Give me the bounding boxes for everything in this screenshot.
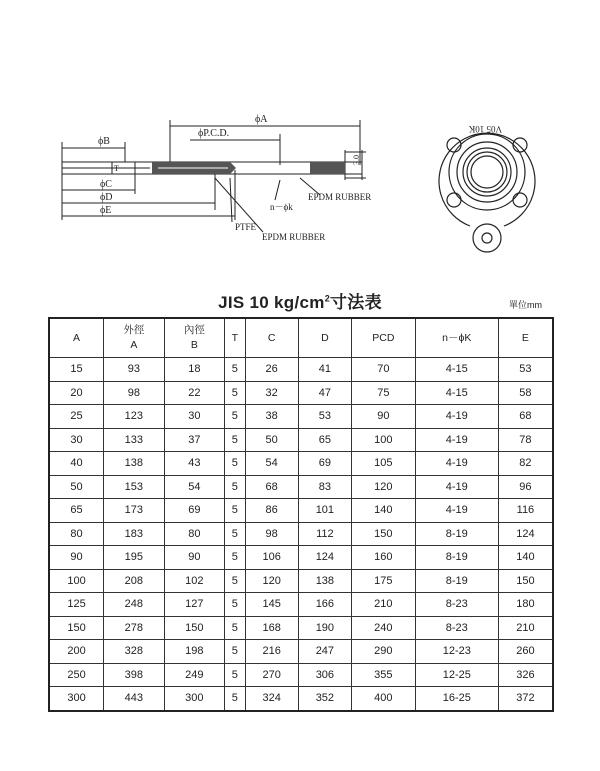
header-row: [49, 318, 553, 358]
label-t: T: [114, 164, 119, 173]
gasket-drawing: [0, 0, 600, 280]
table-cell: 20: [49, 381, 104, 405]
header-outer-diameter: 外徑 A: [104, 318, 165, 358]
table-cell: 5: [225, 405, 245, 429]
table-cell: 101: [298, 499, 351, 523]
table-cell: 41: [298, 358, 351, 382]
table-cell: 75: [351, 381, 415, 405]
table-cell: 54: [245, 452, 298, 476]
table-cell: 78: [498, 428, 553, 452]
table-cell: 216: [245, 640, 298, 664]
table-row: [49, 616, 553, 640]
table-cell: 260: [498, 640, 553, 664]
table-cell: 195: [104, 546, 165, 570]
table-cell: 30: [164, 405, 225, 429]
title-suffix: 寸法表: [330, 293, 382, 312]
table-cell: 116: [498, 499, 553, 523]
table-row: [49, 569, 553, 593]
table-cell: 306: [298, 663, 351, 687]
table-cell: 120: [245, 569, 298, 593]
table-row: [49, 640, 553, 664]
header-e: E: [498, 318, 553, 358]
label-phi-a: ϕA: [255, 114, 268, 125]
table-cell: 8-23: [415, 616, 498, 640]
table-cell: 83: [298, 475, 351, 499]
table-cell: 50: [49, 475, 104, 499]
table-cell: 8-19: [415, 546, 498, 570]
table-cell: 90: [49, 546, 104, 570]
table-cell: 98: [245, 522, 298, 546]
table-cell: 210: [498, 616, 553, 640]
label-phi-e: ϕE: [100, 205, 112, 216]
table-cell: 40: [49, 452, 104, 476]
table-cell: 150: [164, 616, 225, 640]
table-cell: 43: [164, 452, 225, 476]
table-cell: 5: [225, 428, 245, 452]
table-cell: 65: [298, 428, 351, 452]
table-cell: 127: [164, 593, 225, 617]
table-cell: 54: [164, 475, 225, 499]
table-row: [49, 428, 553, 452]
table-cell: 138: [298, 569, 351, 593]
table-cell: 5: [225, 546, 245, 570]
table-cell: 18: [164, 358, 225, 382]
table-cell: 82: [498, 452, 553, 476]
flange-stamp: V05 10K: [468, 124, 502, 134]
table-row: [49, 663, 553, 687]
table-cell: 400: [351, 687, 415, 711]
header-c: C: [245, 318, 298, 358]
table-cell: 25: [49, 405, 104, 429]
label-phi-pcd: ϕP.C.D.: [198, 128, 230, 139]
table-cell: 168: [245, 616, 298, 640]
table-cell: 86: [245, 499, 298, 523]
table-cell: 8-19: [415, 569, 498, 593]
title-main: JIS 10 kg/cm: [218, 293, 325, 312]
table-cell: 68: [498, 405, 553, 429]
table-cell: 200: [49, 640, 104, 664]
table-cell: 53: [498, 358, 553, 382]
table-cell: 4-19: [415, 452, 498, 476]
table-cell: 5: [225, 640, 245, 664]
table-cell: 138: [104, 452, 165, 476]
label-n-phi-k: n－ϕk: [270, 202, 293, 212]
table-cell: 65: [49, 499, 104, 523]
table-cell: 140: [498, 546, 553, 570]
label-phi-b: ϕB: [98, 136, 110, 147]
table-cell: 324: [245, 687, 298, 711]
table-cell: 150: [351, 522, 415, 546]
table-cell: 5: [225, 475, 245, 499]
table-cell: 248: [104, 593, 165, 617]
table-cell: 15: [49, 358, 104, 382]
table-cell: 90: [351, 405, 415, 429]
label-phi-d: ϕD: [100, 192, 113, 203]
table-cell: 96: [498, 475, 553, 499]
table-row: [49, 593, 553, 617]
label-epdm-rubber-right: EPDM RUBBER: [308, 192, 372, 202]
table-cell: 133: [104, 428, 165, 452]
table-row: [49, 452, 553, 476]
table-cell: 5: [225, 381, 245, 405]
label-phi-c: ϕC: [100, 179, 112, 190]
table-cell: 5: [225, 663, 245, 687]
table-cell: 150: [498, 569, 553, 593]
front-view: [439, 133, 535, 252]
table-cell: 240: [351, 616, 415, 640]
table-cell: 5: [225, 358, 245, 382]
table-cell: 50: [245, 428, 298, 452]
table-cell: 190: [298, 616, 351, 640]
table-cell: 8-23: [415, 593, 498, 617]
table-cell: 175: [351, 569, 415, 593]
table-cell: 68: [245, 475, 298, 499]
table-cell: 69: [298, 452, 351, 476]
table-cell: 300: [49, 687, 104, 711]
table-cell: 32: [245, 381, 298, 405]
label-thickness: 3.0: [352, 155, 361, 165]
table-cell: 105: [351, 452, 415, 476]
table-cell: 5: [225, 452, 245, 476]
table-cell: 80: [164, 522, 225, 546]
table-cell: 5: [225, 593, 245, 617]
table-cell: 153: [104, 475, 165, 499]
table-cell: 124: [298, 546, 351, 570]
header-n-phi-k: n－ϕK: [415, 318, 498, 358]
table-cell: 47: [298, 381, 351, 405]
header-pcd: PCD: [351, 318, 415, 358]
table-cell: 90: [164, 546, 225, 570]
table-cell: 4-19: [415, 499, 498, 523]
table-cell: 4-19: [415, 475, 498, 499]
label-ptfe: PTFE: [235, 222, 257, 232]
table-cell: 5: [225, 522, 245, 546]
table-cell: 12-25: [415, 663, 498, 687]
label-epdm-rubber-bottom: EPDM RUBBER: [262, 232, 326, 242]
table-row: [49, 522, 553, 546]
table-cell: 26: [245, 358, 298, 382]
table-cell: 270: [245, 663, 298, 687]
table-cell: 102: [164, 569, 225, 593]
table-cell: 53: [298, 405, 351, 429]
table-cell: 80: [49, 522, 104, 546]
table-cell: 210: [351, 593, 415, 617]
table-cell: 150: [49, 616, 104, 640]
table-body: [49, 358, 553, 711]
table-cell: 160: [351, 546, 415, 570]
table-row: [49, 546, 553, 570]
dimension-table: [48, 317, 554, 712]
table-cell: 198: [164, 640, 225, 664]
table-cell: 8-19: [415, 522, 498, 546]
table-cell: 124: [498, 522, 553, 546]
table-row: [49, 381, 553, 405]
table-cell: 398: [104, 663, 165, 687]
table-row: [49, 499, 553, 523]
table-cell: 5: [225, 687, 245, 711]
unit-label: 單位mm: [509, 300, 542, 310]
table-cell: 208: [104, 569, 165, 593]
table-cell: 37: [164, 428, 225, 452]
table-row: [49, 405, 553, 429]
table-cell: 69: [164, 499, 225, 523]
table-cell: 250: [49, 663, 104, 687]
table-cell: 372: [498, 687, 553, 711]
table-cell: 300: [164, 687, 225, 711]
table-cell: 352: [298, 687, 351, 711]
table-cell: 100: [49, 569, 104, 593]
table-cell: 125: [49, 593, 104, 617]
table-cell: 4-19: [415, 405, 498, 429]
table-cell: 120: [351, 475, 415, 499]
table-cell: 123: [104, 405, 165, 429]
table-cell: 5: [225, 499, 245, 523]
title-sup: 2: [324, 293, 330, 304]
table-cell: 166: [298, 593, 351, 617]
table-cell: 278: [104, 616, 165, 640]
table-cell: 5: [225, 616, 245, 640]
table-cell: 183: [104, 522, 165, 546]
table-cell: 180: [498, 593, 553, 617]
table-cell: 38: [245, 405, 298, 429]
table-cell: 145: [245, 593, 298, 617]
header-inner-diameter: 內徑 B: [164, 318, 225, 358]
table-cell: 5: [225, 569, 245, 593]
table-cell: 247: [298, 640, 351, 664]
table-cell: 328: [104, 640, 165, 664]
table-cell: 12-23: [415, 640, 498, 664]
table-cell: 4-15: [415, 381, 498, 405]
table-cell: 58: [498, 381, 553, 405]
header-d: D: [298, 318, 351, 358]
table-cell: 4-15: [415, 358, 498, 382]
table-cell: 98: [104, 381, 165, 405]
table-cell: 140: [351, 499, 415, 523]
table-cell: 93: [104, 358, 165, 382]
table-cell: 106: [245, 546, 298, 570]
table-cell: 100: [351, 428, 415, 452]
table-cell: 112: [298, 522, 351, 546]
table-row: [49, 358, 553, 382]
table-cell: 326: [498, 663, 553, 687]
table-cell: 16-25: [415, 687, 498, 711]
table-cell: 30: [49, 428, 104, 452]
table-cell: 22: [164, 381, 225, 405]
table-cell: 70: [351, 358, 415, 382]
header-a: A: [49, 318, 104, 358]
table-cell: 4-19: [415, 428, 498, 452]
table-cell: 290: [351, 640, 415, 664]
table-cell: 249: [164, 663, 225, 687]
header-t: T: [225, 318, 245, 358]
table-cell: 355: [351, 663, 415, 687]
table-cell: 443: [104, 687, 165, 711]
table-row: [49, 475, 553, 499]
table-cell: 173: [104, 499, 165, 523]
table-row: [49, 687, 553, 711]
